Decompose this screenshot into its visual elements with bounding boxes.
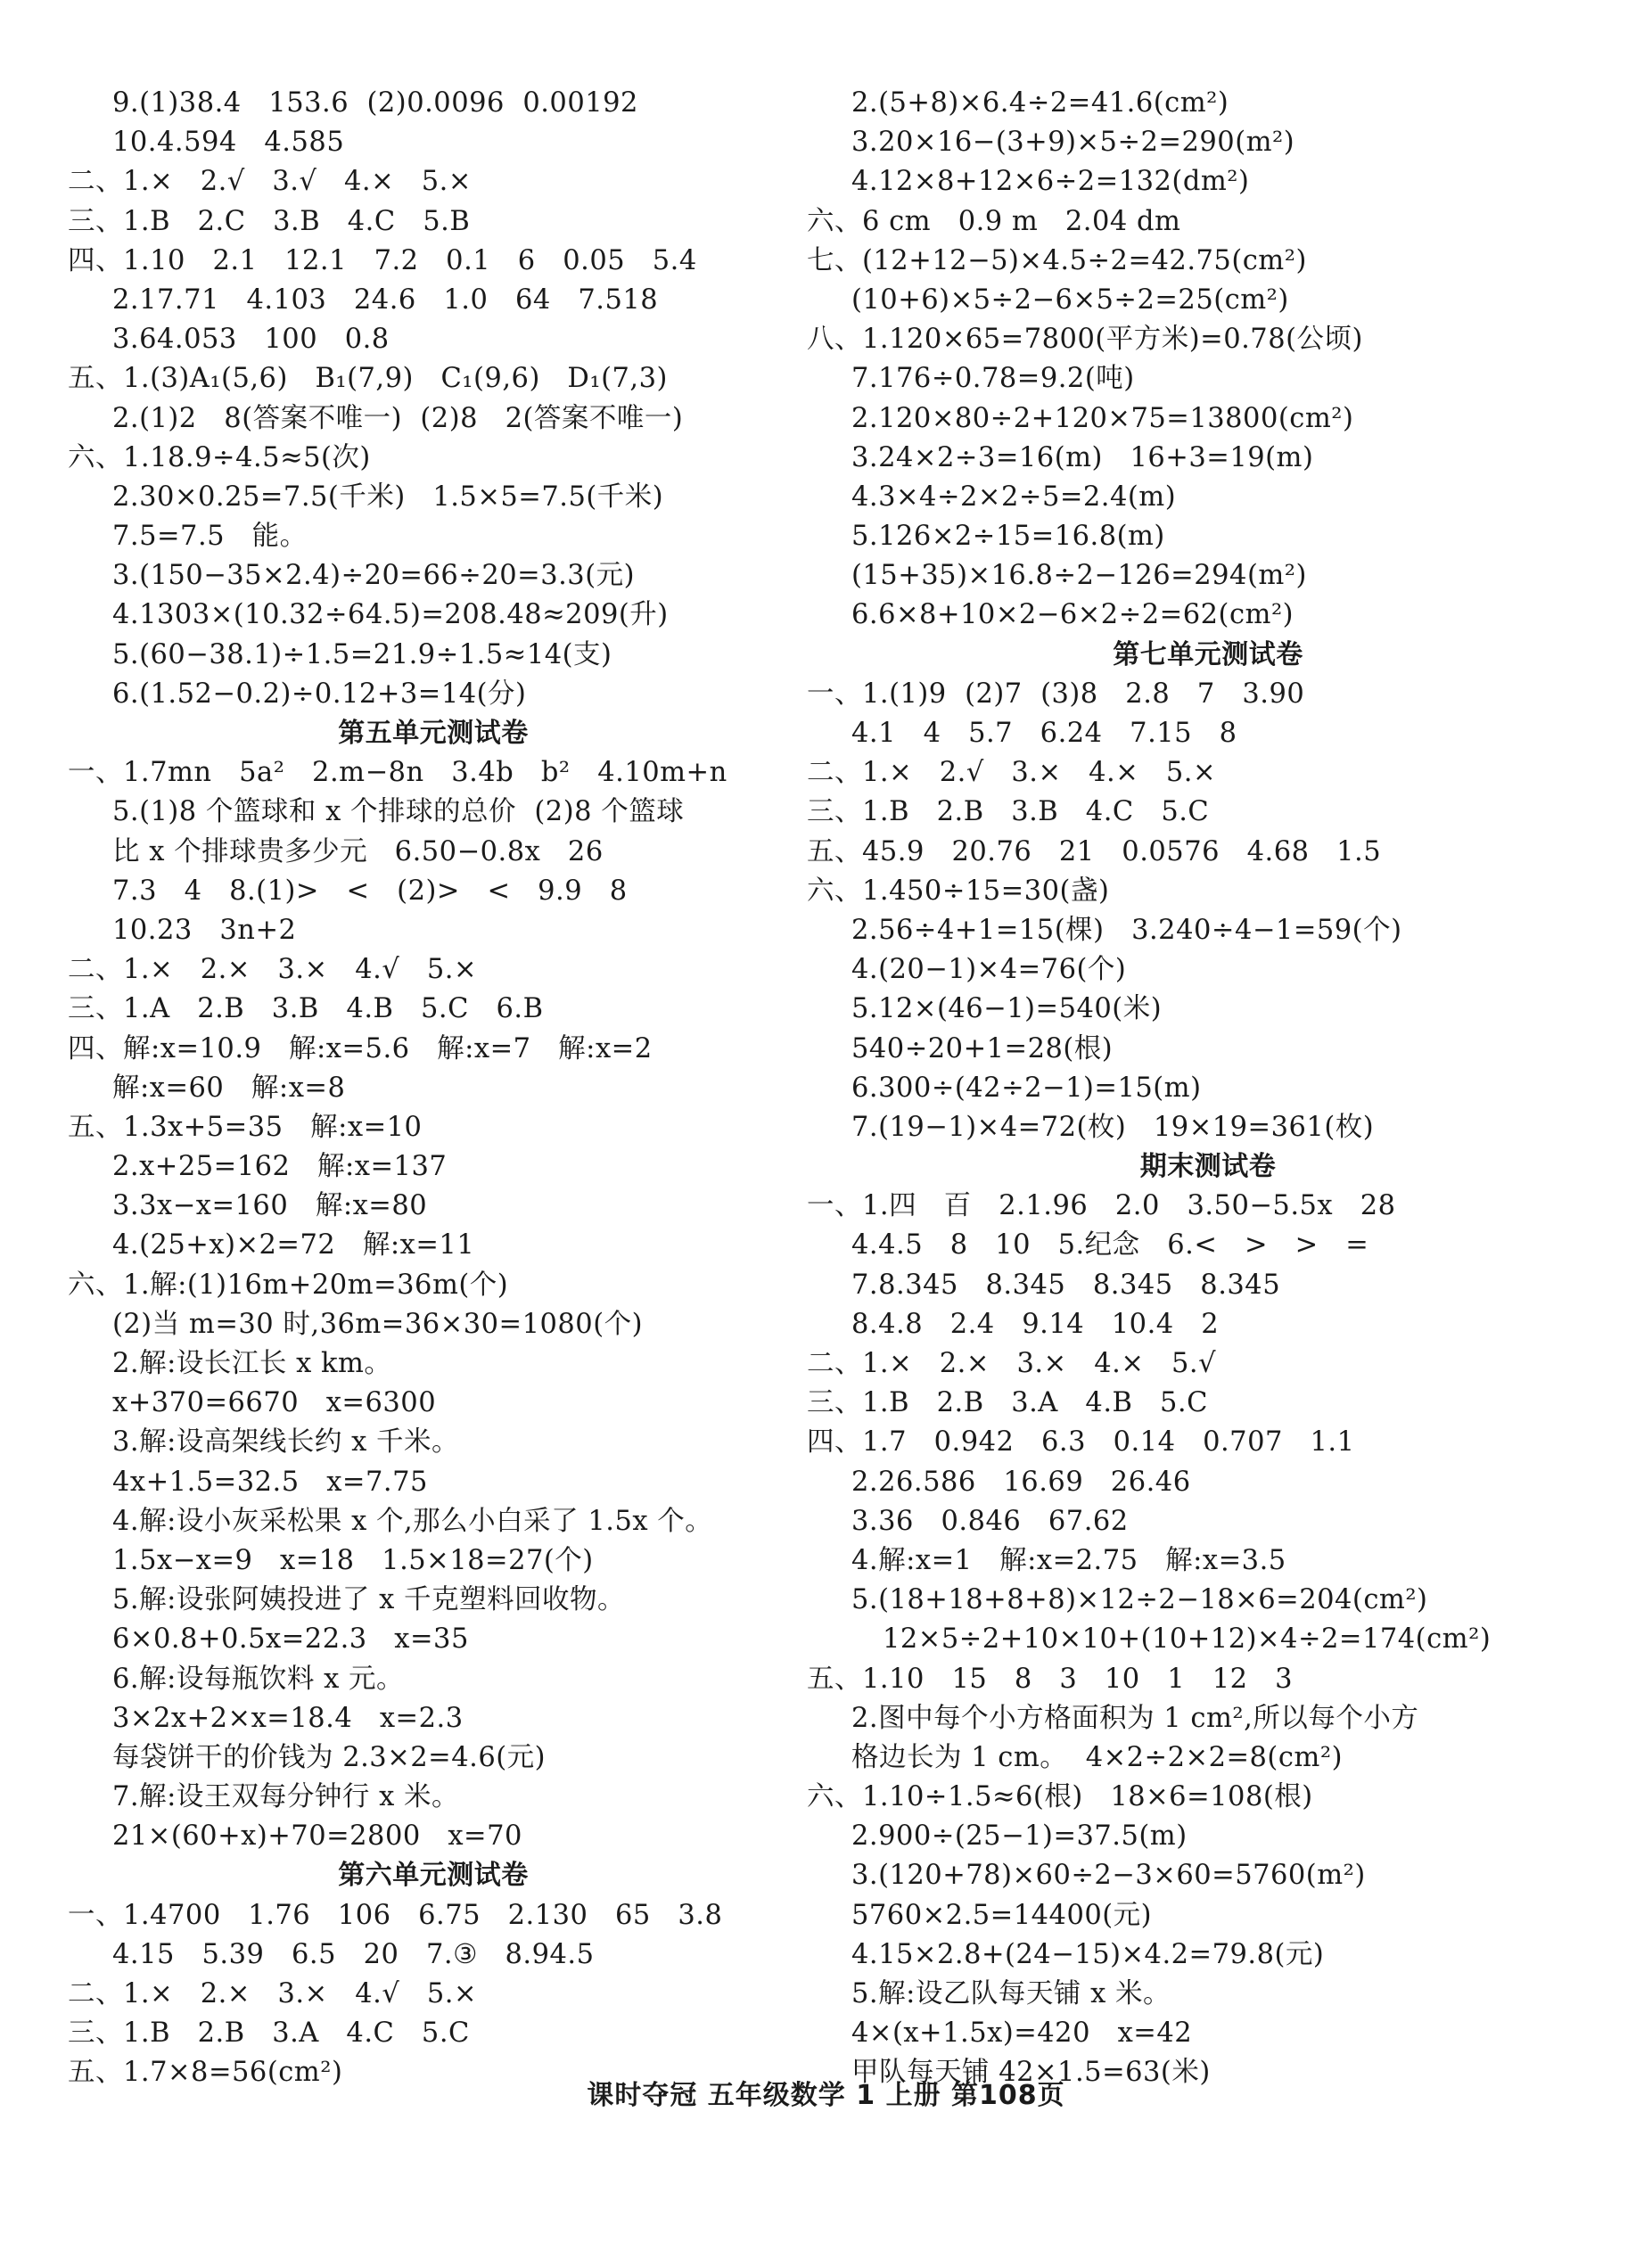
answer-line: 4.12×8+12×6÷2=132(dm²) xyxy=(851,166,1250,198)
answer-line: 2.30×0.25=7.5(千米) 1.5×5=7.5(千米) xyxy=(112,481,664,513)
answer-line: 2.900÷(25−1)=37.5(m) xyxy=(851,1820,1188,1853)
answer-line: 4.15×2.8+(24−15)×4.2=79.8(元) xyxy=(851,1938,1325,1970)
answer-line: 10.23 3n+2 xyxy=(112,914,297,946)
answer-line: 2.120×80÷2+120×75=13800(cm²) xyxy=(851,402,1354,434)
answer-line: 5.(18+18+8+8)×12÷2−18×6=204(cm²) xyxy=(851,1584,1428,1616)
answer-line: 4.1303×(10.32÷64.5)=208.48≈209(升) xyxy=(112,599,669,631)
section-heading: 第七单元测试卷 xyxy=(1113,638,1303,670)
answer-line: 一、1.4700 1.76 106 6.75 2.130 65 3.8 xyxy=(68,1899,723,1931)
answer-line: 三、1.B 2.B 3.A 4.C 5.C xyxy=(68,2017,470,2050)
answer-line: 4.3×4÷2×2÷5=2.4(m) xyxy=(851,481,1177,513)
answer-line: 三、1.A 2.B 3.B 4.B 5.C 6.B xyxy=(68,993,544,1025)
answer-line: 一、1.7mn 5a² 2.m−8n 3.4b b² 4.10m+n xyxy=(68,757,727,789)
answer-line: 6.6×8+10×2−6×2÷2=62(cm²) xyxy=(851,599,1294,631)
answer-line: 3.(120+78)×60÷2−3×60=5760(m²) xyxy=(851,1860,1366,1892)
answer-line: 二、1.× 2.× 3.× 4.√ 5.× xyxy=(68,1978,477,2009)
answer-line: 21×(60+x)+70=2800 x=70 xyxy=(112,1820,522,1853)
answer-line: 5760×2.5=14400(元) xyxy=(851,1899,1153,1931)
answer-line: 二、1.× 2.× 3.× 4.× 5.√ xyxy=(807,1348,1216,1379)
answer-line: 五、45.9 20.76 21 0.0576 4.68 1.5 xyxy=(807,835,1382,867)
answer-line: 六、1.18.9÷4.5≈5(次) xyxy=(68,441,371,473)
section-heading: 第五单元测试卷 xyxy=(338,718,529,749)
answer-line: 每袋饼干的价钱为 2.3×2=4.6(元) xyxy=(112,1741,547,1773)
answer-line: 10.4.594 4.585 xyxy=(112,127,345,159)
answer-line: 六、1.450÷15=30(盏) xyxy=(807,875,1110,907)
answer-line: 4.4.5 8 10 5.纪念 6.< > > = xyxy=(851,1229,1369,1261)
answer-line: 7.5=7.5 能。 xyxy=(112,521,308,553)
section-heading: 期末测试卷 xyxy=(1139,1151,1277,1183)
answer-line: 6.解:设每瓶饮料 x 元。 xyxy=(112,1663,404,1695)
answer-line: 2.图中每个小方格面积为 1 cm²,所以每个小方 xyxy=(851,1702,1419,1734)
page-footer: 课时夺冠 五年级数学 1 上册 第108页 xyxy=(587,2080,1065,2111)
answer-line: 3.24×2÷3=16(m) 16+3=19(m) xyxy=(851,441,1314,473)
answer-line: 2.(5+8)×6.4÷2=41.6(cm²) xyxy=(851,87,1229,119)
answer-line: 7.3 4 8.(1)> < (2)> < 9.9 8 xyxy=(112,875,628,907)
answer-line: 12×5÷2+10×10+(10+12)×4÷2=174(cm²) xyxy=(883,1623,1492,1656)
answer-line: 4×(x+1.5x)=420 x=42 xyxy=(851,2017,1193,2050)
answer-line: 甲队每天铺 42×1.5=63(米) xyxy=(851,2057,1211,2089)
answer-line: 二、1.× 2.× 3.× 4.√ 5.× xyxy=(68,954,477,986)
answer-line: 4.1 4 5.7 6.24 7.15 8 xyxy=(851,718,1237,749)
answer-line: 2.(1)2 8(答案不唯一) (2)8 2(答案不唯一) xyxy=(112,402,684,434)
answer-line: 6×0.8+0.5x=22.3 x=35 xyxy=(112,1623,469,1656)
answer-line: 1.5x−x=9 x=18 1.5×18=27(个) xyxy=(112,1544,594,1576)
answer-line: 六、1.10÷1.5≈6(根) 18×6=108(根) xyxy=(807,1781,1313,1813)
answer-line: 2.x+25=162 解:x=137 xyxy=(112,1151,448,1183)
answer-line: 2.17.71 4.103 24.6 1.0 64 7.518 xyxy=(112,284,659,316)
answer-line: (15+35)×16.8÷2−126=294(m²) xyxy=(851,560,1307,592)
section-heading: 第六单元测试卷 xyxy=(338,1860,529,1892)
right-answer-column xyxy=(807,84,1609,2093)
answer-line: 4.(20−1)×4=76(个) xyxy=(851,954,1127,986)
answer-line: (10+6)×5÷2−6×5÷2=25(cm²) xyxy=(851,284,1289,316)
answer-line: 4.解:设小灰采松果 x 个,那么小白采了 1.5x 个。 xyxy=(112,1505,713,1537)
answer-line: 6.300÷(42÷2−1)=15(m) xyxy=(851,1072,1202,1104)
answer-line: 五、1.3x+5=35 解:x=10 xyxy=(68,1111,423,1143)
answer-line: 四、解:x=10.9 解:x=5.6 解:x=7 解:x=2 xyxy=(68,1032,653,1064)
answer-line: (2)当 m=30 时,36m=36×30=1080(个) xyxy=(112,1308,644,1340)
answer-line: 7.(19−1)×4=72(枚) 19×19=361(枚) xyxy=(851,1111,1375,1143)
answer-line: 三、1.B 2.B 3.B 4.C 5.C xyxy=(807,796,1210,828)
answer-line: 三、1.B 2.B 3.A 4.B 5.C xyxy=(807,1387,1208,1419)
answer-line: 9.(1)38.4 153.6 (2)0.0096 0.00192 xyxy=(112,87,638,119)
answer-line: 比 x 个排球贵多少元 6.50−0.8x 26 xyxy=(112,835,604,867)
answer-line: 二、1.× 2.√ 3.√ 4.× 5.× xyxy=(68,166,472,198)
answer-line: 5.解:设乙队每天铺 x 米。 xyxy=(851,1978,1171,2009)
answer-line: 3.解:设高架线长约 x 千米。 xyxy=(112,1426,459,1459)
answer-line: 7.解:设王双每分钟行 x 米。 xyxy=(112,1781,459,1813)
answer-line: 七、(12+12−5)×4.5÷2=42.75(cm²) xyxy=(807,244,1307,276)
answer-line: 2.解:设长江长 x km。 xyxy=(112,1348,392,1379)
answer-line: 4x+1.5=32.5 x=7.75 xyxy=(112,1466,428,1498)
answer-line: 三、1.B 2.C 3.B 4.C 5.B xyxy=(68,205,471,237)
answer-line: 4.15 5.39 6.5 20 7.③ 8.94.5 xyxy=(112,1938,595,1970)
answer-line: 5.126×2÷15=16.8(m) xyxy=(851,521,1165,553)
answer-line: 5.(60−38.1)÷1.5=21.9÷1.5≈14(支) xyxy=(112,638,612,670)
left-answer-column xyxy=(68,84,799,2093)
answer-line: 一、1.四 百 2.1.96 2.0 3.50−5.5x 28 xyxy=(807,1190,1396,1222)
answer-line: 7.8.345 8.345 8.345 8.345 xyxy=(851,1269,1281,1301)
answer-line: 8.4.8 2.4 9.14 10.4 2 xyxy=(851,1308,1220,1340)
answer-line: 一、1.(1)9 (2)7 (3)8 2.8 7 3.90 xyxy=(807,678,1305,710)
answer-line: 五、1.10 15 8 3 10 1 12 3 xyxy=(807,1663,1294,1695)
answer-line: 4.解:x=1 解:x=2.75 解:x=3.5 xyxy=(851,1544,1286,1576)
answer-line: 3.64.053 100 0.8 xyxy=(112,324,390,356)
answer-line: 四、1.10 2.1 12.1 7.2 0.1 6 0.05 5.4 xyxy=(68,244,697,276)
answer-line: 五、1.(3)A₁(5,6) B₁(7,9) C₁(9,6) D₁(7,3) xyxy=(68,363,668,395)
answer-line: 六、1.解:(1)16m+20m=36m(个) xyxy=(68,1269,509,1301)
answer-line: 3.(150−35×2.4)÷20=66÷20=3.3(元) xyxy=(112,560,635,592)
answer-line: 5.12×(46−1)=540(米) xyxy=(851,993,1163,1025)
answer-line: 五、1.7×8=56(cm²) xyxy=(68,2057,343,2089)
answer-line: 6.(1.52−0.2)÷0.12+3=14(分) xyxy=(112,678,527,710)
answer-line: 2.26.586 16.69 26.46 xyxy=(851,1466,1191,1498)
answer-line: 2.56÷4+1=15(棵) 3.240÷4−1=59(个) xyxy=(851,914,1402,946)
answer-line: 3.3x−x=160 解:x=80 xyxy=(112,1190,428,1222)
answer-line: 5.(1)8 个篮球和 x 个排球的总价 (2)8 个篮球 xyxy=(112,796,685,828)
answer-line: 解:x=60 解:x=8 xyxy=(112,1072,346,1104)
answer-line: 5.解:设张阿姨投进了 x 千克塑料回收物。 xyxy=(112,1584,625,1616)
answer-line: 二、1.× 2.√ 3.× 4.× 5.× xyxy=(807,757,1216,789)
answer-line: 四、1.7 0.942 6.3 0.14 0.707 1.1 xyxy=(807,1426,1355,1459)
answer-line: 3×2x+2×x=18.4 x=2.3 xyxy=(112,1702,464,1734)
answer-line: 540÷20+1=28(根) xyxy=(851,1032,1114,1064)
answer-line: 4.(25+x)×2=72 解:x=11 xyxy=(112,1229,475,1261)
answer-line: 八、1.120×65=7800(平方米)=0.78(公顷) xyxy=(807,324,1363,356)
answer-line: 3.36 0.846 67.62 xyxy=(851,1505,1129,1537)
answer-line: 六、6 cm 0.9 m 2.04 dm xyxy=(807,205,1181,237)
answer-line: 格边长为 1 cm。 4×2÷2×2=8(cm²) xyxy=(851,1741,1343,1773)
answer-line: 3.20×16−(3+9)×5÷2=290(m²) xyxy=(851,127,1295,159)
answer-line: 7.176÷0.78=9.2(吨) xyxy=(851,363,1135,395)
answer-line: x+370=6670 x=6300 xyxy=(112,1387,437,1419)
